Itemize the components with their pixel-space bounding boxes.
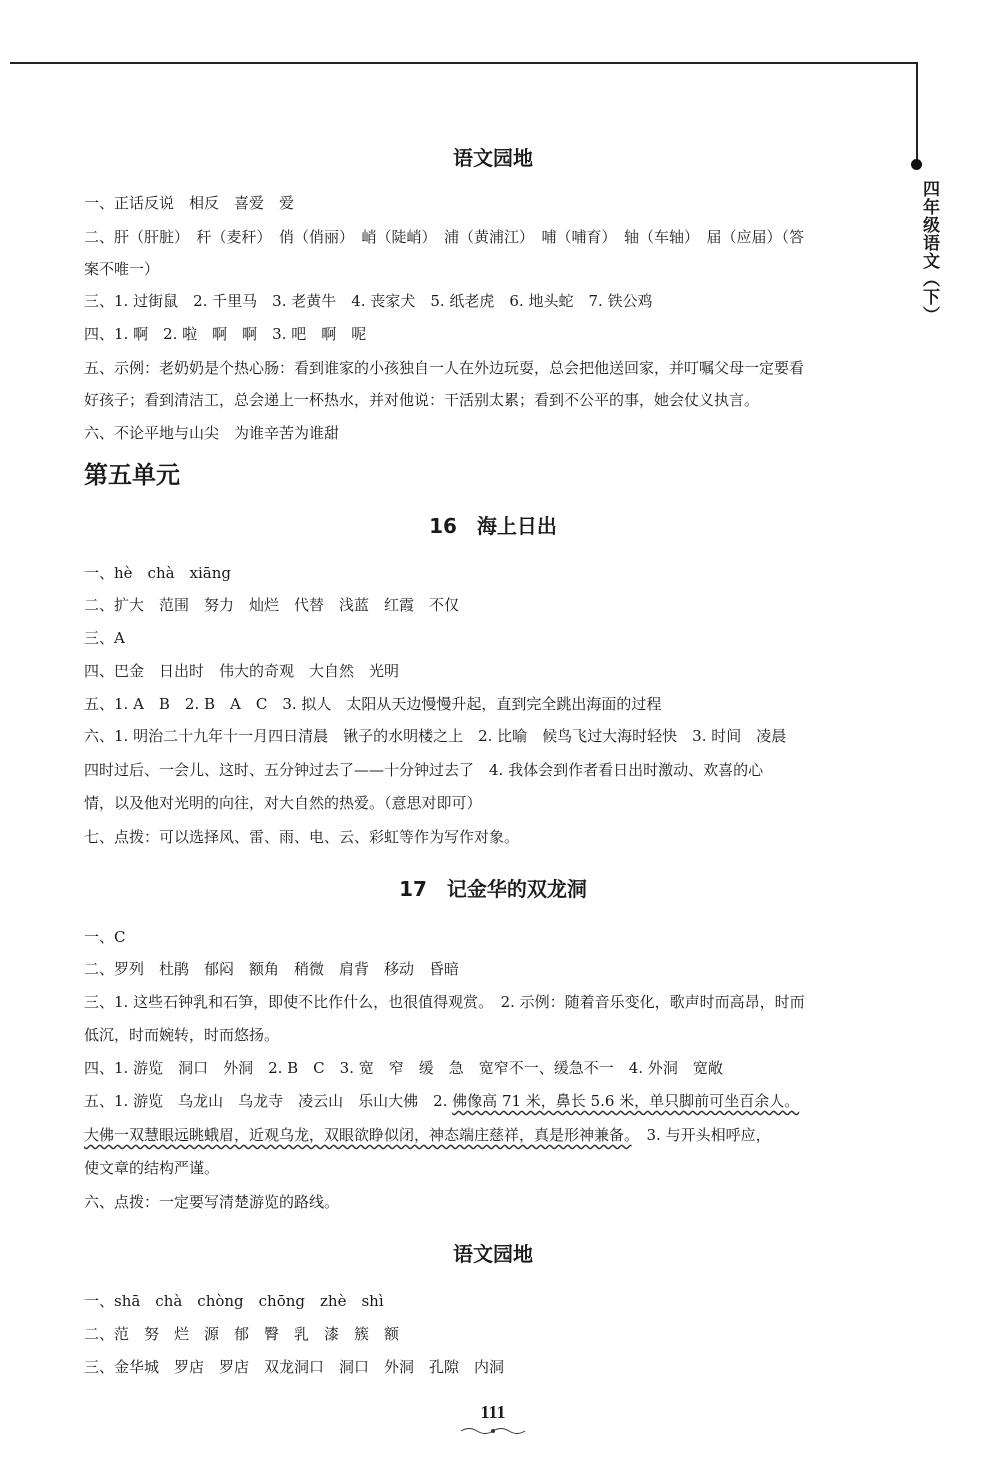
section-title-garden-2: 语文园地 [453, 1242, 533, 1266]
page-side-rule [916, 62, 918, 162]
side-dot [911, 159, 922, 170]
answer-line: 六、点拨：一定要写清楚游览的路线。 [84, 1193, 340, 1211]
page-number: 111 [480, 1402, 506, 1422]
watermark-logo [838, 1393, 988, 1465]
answer-line [84, 1090, 799, 1111]
answer-line: 三、1. 这些石钟乳和石笋，即使不比作什么，也很值得观赏。 2. 示例：随着音乐变化，歌声时而高昂，时而 [84, 993, 805, 1011]
section-title-garden-1: 语文园地 [453, 146, 533, 170]
answer-line: 三、A [84, 629, 125, 647]
footer-ornament [459, 1426, 527, 1436]
lesson-16-title: 16 海上日出 [429, 514, 557, 538]
answer-line: 六、1. 明治二十九年十一月四日清晨 锹子的水明楼之上 2. 比喻 候鸟飞过大海时轻快 3. 时间 凌晨 [84, 727, 787, 745]
answer-line: 四、巴金 日出时 伟大的奇观 大自然 光明 [84, 662, 400, 680]
answer-text: 3. 与开头相呼应， [631, 1126, 771, 1144]
side-grade-label: 四年级语文（下） [919, 180, 939, 324]
answer-line: 六、不论平地与山尖 为谁辛苦为谁甜 [84, 424, 340, 442]
page-top-rule [10, 62, 916, 64]
answer-line: 一、hè chà xiāng [84, 564, 232, 582]
answer-line: 使文章的结构严谨。 [84, 1159, 220, 1177]
lesson-17-title: 17 记金华的双龙洞 [399, 877, 587, 901]
answer-line: 案不唯一） [84, 260, 160, 278]
answer-line: 二、肝（肝脏） 秆（麦秆） 俏（俏丽） 峭（陡峭） 浦（黄浦江） 哺（哺育） 轴（车轴） 届（应届）（答 [84, 228, 805, 246]
answer-line: 七、点拨：可以选择风、雷、雨、电、云、彩虹等作为写作对象。 [84, 828, 520, 846]
answer-line: 二、范 努 烂 源 郁 臀 乳 漆 簇 额 [84, 1325, 400, 1343]
wavy-underlined-quote: 佛像高 71 米，鼻长 5.6 米，单只脚前可坐百余人。 [452, 1092, 800, 1110]
answer-line: 二、扩大 范围 努力 灿烂 代替 浅蓝 红霞 不仅 [84, 596, 460, 614]
answer-line: 三、金华城 罗店 罗店 双龙洞口 洞口 外洞 孔隙 内洞 [84, 1358, 505, 1376]
answer-text: 五、1. 游览 乌龙山 乌龙寺 凌云山 乐山大佛 2. [84, 1092, 453, 1110]
answer-line: 五、1. A B 2. B A C 3. 拟人 太阳从天边慢慢升起，直到完全跳出海面的过程 [84, 695, 662, 713]
answer-line: 二、罗列 杜鹃 郁闷 额角 稍微 肩背 移动 昏暗 [84, 960, 460, 978]
answer-line: 四、1. 啊 2. 啦 啊 啊 3. 吧 啊 呢 [84, 325, 367, 343]
unit-title: 第五单元 [84, 461, 180, 489]
wavy-underlined-quote: 大佛一双慧眼远眺蛾眉，近观乌龙，双眼欲睁似闭，神态端庄慈祥，真是形神兼备。 [84, 1126, 632, 1144]
answer-line: 一、C [84, 928, 126, 946]
answer-line: 情，以及他对光明的向往，对大自然的热爱。（意思对即可） [84, 794, 482, 812]
answer-line: 一、正话反说 相反 喜爱 爱 [84, 194, 295, 212]
answer-line: 一、shā chà chòng chōng zhè shì [84, 1292, 384, 1310]
answer-line: 三、1. 过街鼠 2. 千里马 3. 老黄牛 4. 丧家犬 5. 纸老虎 6. 地头蛇 7. 铁公鸡 [84, 292, 653, 310]
answer-line: 好孩子；看到清洁工，总会递上一杯热水，并对他说：干活别太累；看到不公平的事，她会仗义执言。 [84, 391, 760, 409]
answer-line: 低沉，时而婉转，时而悠扬。 [84, 1026, 280, 1044]
answer-line: 五、示例：老奶奶是个热心肠：看到谁家的小孩独自一人在外边玩耍，总会把他送回家，并叮嘱父母一定要看 [84, 359, 805, 377]
answer-line: 四时过后、一会儿、这时、五分钟过去了——十分钟过去了 4. 我体会到作者看日出时激动、欢喜的心 [84, 761, 764, 779]
answer-line [84, 1124, 771, 1145]
answer-line: 四、1. 游览 洞口 外洞 2. B C 3. 宽 窄 缓 急 宽窄不一、缓急不一 4. 外洞 宽敞 [84, 1059, 723, 1077]
